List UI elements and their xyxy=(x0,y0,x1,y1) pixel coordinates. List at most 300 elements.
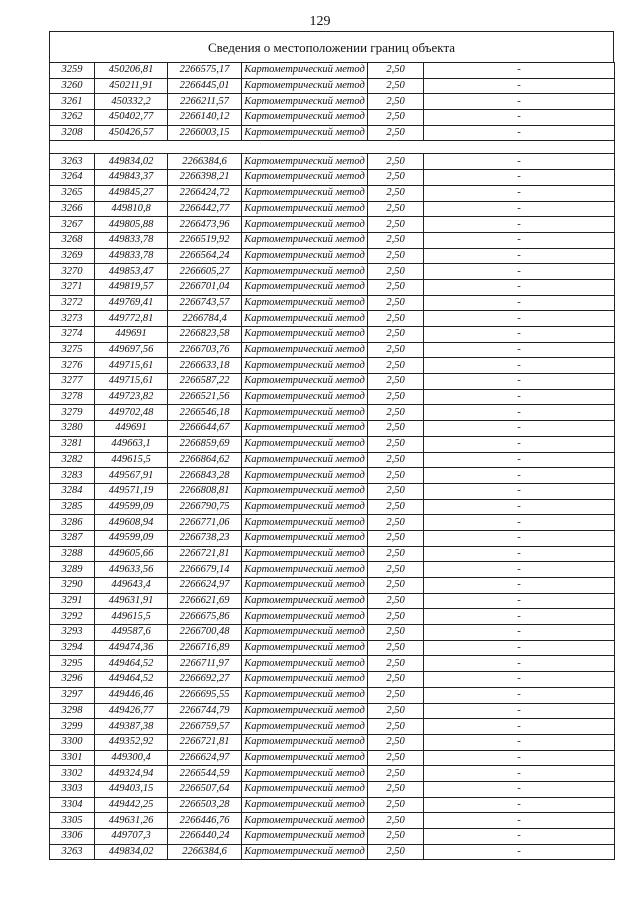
method-cell: Картометрический метод xyxy=(242,94,368,110)
table-row xyxy=(50,94,615,110)
description-cell: - xyxy=(424,358,615,374)
x-coordinate-cell: 449324,94 xyxy=(95,766,168,782)
point-number-cell: 3279 xyxy=(50,405,95,421)
y-coordinate-cell: 2266859,69 xyxy=(168,436,242,452)
description-cell: - xyxy=(424,672,615,688)
method-cell: Картометрический метод xyxy=(242,829,368,845)
description-cell: - xyxy=(424,185,615,201)
description-cell: - xyxy=(424,421,615,437)
y-coordinate-cell: 2266716,89 xyxy=(168,640,242,656)
point-number-cell: 3278 xyxy=(50,389,95,405)
y-coordinate-cell: 2266771,06 xyxy=(168,515,242,531)
x-coordinate-cell: 449715,61 xyxy=(95,374,168,390)
y-coordinate-cell: 2266700,48 xyxy=(168,625,242,641)
method-cell: Картометрический метод xyxy=(242,452,368,468)
x-coordinate-cell: 449769,41 xyxy=(95,295,168,311)
boundary-table-sheet xyxy=(49,31,614,860)
accuracy-cell: 2,50 xyxy=(368,232,424,248)
x-coordinate-cell: 449715,61 xyxy=(95,358,168,374)
x-coordinate-cell: 449605,66 xyxy=(95,546,168,562)
page-number: 129 xyxy=(309,14,331,29)
method-cell: Картометрический метод xyxy=(242,63,368,79)
table-row xyxy=(50,452,615,468)
point-number-cell: 3260 xyxy=(50,78,95,94)
table-row xyxy=(50,201,615,217)
accuracy-cell: 2,50 xyxy=(368,110,424,126)
table-row xyxy=(50,232,615,248)
y-coordinate-cell: 2266721,81 xyxy=(168,734,242,750)
y-coordinate-cell: 2266440,24 xyxy=(168,829,242,845)
method-cell: Картометрический метод xyxy=(242,515,368,531)
method-cell: Картометрический метод xyxy=(242,562,368,578)
table-row xyxy=(50,264,615,280)
description-cell: - xyxy=(424,110,615,126)
x-coordinate-cell: 449615,5 xyxy=(95,452,168,468)
point-number-cell: 3292 xyxy=(50,609,95,625)
x-coordinate-cell: 449772,81 xyxy=(95,311,168,327)
table-row xyxy=(50,781,615,797)
y-coordinate-cell: 2266624,97 xyxy=(168,750,242,766)
accuracy-cell: 2,50 xyxy=(368,829,424,845)
accuracy-cell: 2,50 xyxy=(368,766,424,782)
table-row xyxy=(50,170,615,186)
method-cell: Картометрический метод xyxy=(242,436,368,452)
accuracy-cell: 2,50 xyxy=(368,63,424,79)
accuracy-cell: 2,50 xyxy=(368,656,424,672)
description-cell: - xyxy=(424,389,615,405)
description-cell: - xyxy=(424,546,615,562)
x-coordinate-cell: 449615,5 xyxy=(95,609,168,625)
method-cell: Картометрический метод xyxy=(242,734,368,750)
accuracy-cell: 2,50 xyxy=(368,499,424,515)
y-coordinate-cell: 2266644,67 xyxy=(168,421,242,437)
description-cell: - xyxy=(424,405,615,421)
description-cell: - xyxy=(424,530,615,546)
point-number-cell: 3306 xyxy=(50,829,95,845)
table-caption: Сведения о местоположении границ объекта xyxy=(49,31,614,62)
accuracy-cell: 2,50 xyxy=(368,530,424,546)
description-cell: - xyxy=(424,170,615,186)
y-coordinate-cell: 2266575,17 xyxy=(168,63,242,79)
table-row xyxy=(50,578,615,594)
accuracy-cell: 2,50 xyxy=(368,217,424,233)
table-row xyxy=(50,625,615,641)
description-cell: - xyxy=(424,499,615,515)
method-cell: Картометрический метод xyxy=(242,578,368,594)
table-row xyxy=(50,530,615,546)
accuracy-cell: 2,50 xyxy=(368,374,424,390)
table-row xyxy=(50,342,615,358)
method-cell: Картометрический метод xyxy=(242,264,368,280)
point-number-cell: 3263 xyxy=(50,154,95,170)
description-cell: - xyxy=(424,154,615,170)
table-row xyxy=(50,217,615,233)
point-number-cell: 3281 xyxy=(50,436,95,452)
accuracy-cell: 2,50 xyxy=(368,342,424,358)
accuracy-cell: 2,50 xyxy=(368,185,424,201)
x-coordinate-cell: 449587,6 xyxy=(95,625,168,641)
table-row xyxy=(50,468,615,484)
method-cell: Картометрический метод xyxy=(242,342,368,358)
method-cell: Картометрический метод xyxy=(242,78,368,94)
y-coordinate-cell: 2266544,59 xyxy=(168,766,242,782)
point-number-cell: 3298 xyxy=(50,703,95,719)
method-cell: Картометрический метод xyxy=(242,687,368,703)
y-coordinate-cell: 2266398,21 xyxy=(168,170,242,186)
point-number-cell: 3282 xyxy=(50,452,95,468)
table-row xyxy=(50,609,615,625)
table-row xyxy=(50,421,615,437)
point-number-cell: 3267 xyxy=(50,217,95,233)
method-cell: Картометрический метод xyxy=(242,656,368,672)
table-row xyxy=(50,110,615,126)
table-row xyxy=(50,829,615,845)
method-cell: Картометрический метод xyxy=(242,483,368,499)
accuracy-cell: 2,50 xyxy=(368,750,424,766)
y-coordinate-cell: 2266564,24 xyxy=(168,248,242,264)
y-coordinate-cell: 2266605,27 xyxy=(168,264,242,280)
method-cell: Картометрический метод xyxy=(242,217,368,233)
y-coordinate-cell: 2266587,22 xyxy=(168,374,242,390)
y-coordinate-cell: 2266424,72 xyxy=(168,185,242,201)
separator-row xyxy=(50,141,615,154)
x-coordinate-cell: 449474,36 xyxy=(95,640,168,656)
table-row xyxy=(50,389,615,405)
description-cell: - xyxy=(424,468,615,484)
description-cell: - xyxy=(424,327,615,343)
table-row xyxy=(50,185,615,201)
point-number-cell: 3264 xyxy=(50,170,95,186)
point-number-cell: 3277 xyxy=(50,374,95,390)
point-number-cell: 3261 xyxy=(50,94,95,110)
x-coordinate-cell: 450332,2 xyxy=(95,94,168,110)
table-row xyxy=(50,546,615,562)
method-cell: Картометрический метод xyxy=(242,327,368,343)
method-cell: Картометрический метод xyxy=(242,766,368,782)
point-number-cell: 3274 xyxy=(50,327,95,343)
method-cell: Картометрический метод xyxy=(242,797,368,813)
accuracy-cell: 2,50 xyxy=(368,421,424,437)
accuracy-cell: 2,50 xyxy=(368,625,424,641)
y-coordinate-cell: 2266701,04 xyxy=(168,279,242,295)
table-row xyxy=(50,656,615,672)
x-coordinate-cell: 449464,52 xyxy=(95,672,168,688)
table-row xyxy=(50,813,615,829)
method-cell: Картометрический метод xyxy=(242,170,368,186)
description-cell: - xyxy=(424,766,615,782)
y-coordinate-cell: 2266446,76 xyxy=(168,813,242,829)
description-cell: - xyxy=(424,515,615,531)
x-coordinate-cell: 449631,26 xyxy=(95,813,168,829)
method-cell: Картометрический метод xyxy=(242,405,368,421)
table-row xyxy=(50,248,615,264)
method-cell: Картометрический метод xyxy=(242,593,368,609)
point-number-cell: 3297 xyxy=(50,687,95,703)
method-cell: Картометрический метод xyxy=(242,110,368,126)
x-coordinate-cell: 449571,19 xyxy=(95,483,168,499)
point-number-cell: 3286 xyxy=(50,515,95,531)
point-number-cell: 3263 xyxy=(50,844,95,860)
description-cell: - xyxy=(424,750,615,766)
y-coordinate-cell: 2266621,69 xyxy=(168,593,242,609)
point-number-cell: 3268 xyxy=(50,232,95,248)
point-number-cell: 3295 xyxy=(50,656,95,672)
y-coordinate-cell: 2266695,55 xyxy=(168,687,242,703)
x-coordinate-cell: 449819,57 xyxy=(95,279,168,295)
accuracy-cell: 2,50 xyxy=(368,327,424,343)
x-coordinate-cell: 449834,02 xyxy=(95,844,168,860)
description-cell: - xyxy=(424,232,615,248)
method-cell: Картометрический метод xyxy=(242,499,368,515)
method-cell: Картометрический метод xyxy=(242,609,368,625)
x-coordinate-cell: 449697,56 xyxy=(95,342,168,358)
table-row xyxy=(50,750,615,766)
point-number-cell: 3294 xyxy=(50,640,95,656)
method-cell: Картометрический метод xyxy=(242,530,368,546)
y-coordinate-cell: 2266445,01 xyxy=(168,78,242,94)
description-cell: - xyxy=(424,63,615,79)
description-cell: - xyxy=(424,781,615,797)
y-coordinate-cell: 2266521,56 xyxy=(168,389,242,405)
y-coordinate-cell: 2266843,28 xyxy=(168,468,242,484)
y-coordinate-cell: 2266675,86 xyxy=(168,609,242,625)
y-coordinate-cell: 2266507,64 xyxy=(168,781,242,797)
accuracy-cell: 2,50 xyxy=(368,609,424,625)
x-coordinate-cell: 450426,57 xyxy=(95,125,168,141)
table-row xyxy=(50,672,615,688)
description-cell: - xyxy=(424,452,615,468)
accuracy-cell: 2,50 xyxy=(368,78,424,94)
accuracy-cell: 2,50 xyxy=(368,813,424,829)
point-number-cell: 3284 xyxy=(50,483,95,499)
accuracy-cell: 2,50 xyxy=(368,562,424,578)
accuracy-cell: 2,50 xyxy=(368,170,424,186)
accuracy-cell: 2,50 xyxy=(368,578,424,594)
point-number-cell: 3271 xyxy=(50,279,95,295)
x-coordinate-cell: 449853,47 xyxy=(95,264,168,280)
accuracy-cell: 2,50 xyxy=(368,781,424,797)
method-cell: Картометрический метод xyxy=(242,185,368,201)
point-number-cell: 3272 xyxy=(50,295,95,311)
x-coordinate-cell: 449707,3 xyxy=(95,829,168,845)
description-cell: - xyxy=(424,436,615,452)
accuracy-cell: 2,50 xyxy=(368,844,424,860)
table-row xyxy=(50,358,615,374)
accuracy-cell: 2,50 xyxy=(368,94,424,110)
y-coordinate-cell: 2266790,75 xyxy=(168,499,242,515)
point-number-cell: 3299 xyxy=(50,719,95,735)
point-number-cell: 3262 xyxy=(50,110,95,126)
method-cell: Картометрический метод xyxy=(242,311,368,327)
description-cell: - xyxy=(424,125,615,141)
description-cell: - xyxy=(424,201,615,217)
point-number-cell: 3276 xyxy=(50,358,95,374)
description-cell: - xyxy=(424,483,615,499)
method-cell: Картометрический метод xyxy=(242,389,368,405)
y-coordinate-cell: 2266721,81 xyxy=(168,546,242,562)
x-coordinate-cell: 449300,4 xyxy=(95,750,168,766)
accuracy-cell: 2,50 xyxy=(368,640,424,656)
table-row xyxy=(50,515,615,531)
description-cell: - xyxy=(424,829,615,845)
y-coordinate-cell: 2266784,4 xyxy=(168,311,242,327)
table-row xyxy=(50,766,615,782)
description-cell: - xyxy=(424,640,615,656)
table-row xyxy=(50,703,615,719)
point-number-cell: 3305 xyxy=(50,813,95,829)
table-row xyxy=(50,844,615,860)
coordinates-table xyxy=(49,62,615,860)
x-coordinate-cell: 450211,91 xyxy=(95,78,168,94)
table-row xyxy=(50,719,615,735)
table-row xyxy=(50,125,615,141)
description-cell: - xyxy=(424,734,615,750)
method-cell: Картометрический метод xyxy=(242,248,368,264)
description-cell: - xyxy=(424,264,615,280)
x-coordinate-cell: 449633,56 xyxy=(95,562,168,578)
point-number-cell: 3304 xyxy=(50,797,95,813)
y-coordinate-cell: 2266546,18 xyxy=(168,405,242,421)
y-coordinate-cell: 2266711,97 xyxy=(168,656,242,672)
x-coordinate-cell: 449833,78 xyxy=(95,248,168,264)
description-cell: - xyxy=(424,342,615,358)
accuracy-cell: 2,50 xyxy=(368,201,424,217)
description-cell: - xyxy=(424,593,615,609)
x-coordinate-cell: 449387,38 xyxy=(95,719,168,735)
method-cell: Картометрический метод xyxy=(242,279,368,295)
point-number-cell: 3291 xyxy=(50,593,95,609)
y-coordinate-cell: 2266823,58 xyxy=(168,327,242,343)
y-coordinate-cell: 2266384,6 xyxy=(168,154,242,170)
x-coordinate-cell: 449691 xyxy=(95,327,168,343)
point-number-cell: 3287 xyxy=(50,530,95,546)
method-cell: Картометрический метод xyxy=(242,813,368,829)
y-coordinate-cell: 2266703,76 xyxy=(168,342,242,358)
description-cell: - xyxy=(424,295,615,311)
accuracy-cell: 2,50 xyxy=(368,687,424,703)
accuracy-cell: 2,50 xyxy=(368,719,424,735)
method-cell: Картометрический метод xyxy=(242,625,368,641)
x-coordinate-cell: 450206,81 xyxy=(95,63,168,79)
point-number-cell: 3290 xyxy=(50,578,95,594)
description-cell: - xyxy=(424,703,615,719)
description-cell: - xyxy=(424,562,615,578)
accuracy-cell: 2,50 xyxy=(368,468,424,484)
x-coordinate-cell: 449834,02 xyxy=(95,154,168,170)
x-coordinate-cell: 449608,94 xyxy=(95,515,168,531)
method-cell: Картометрический метод xyxy=(242,468,368,484)
table-row xyxy=(50,405,615,421)
table-row xyxy=(50,593,615,609)
accuracy-cell: 2,50 xyxy=(368,248,424,264)
accuracy-cell: 2,50 xyxy=(368,279,424,295)
point-number-cell: 3270 xyxy=(50,264,95,280)
table-row xyxy=(50,483,615,499)
method-cell: Картометрический метод xyxy=(242,750,368,766)
point-number-cell: 3280 xyxy=(50,421,95,437)
table-row xyxy=(50,63,615,79)
point-number-cell: 3289 xyxy=(50,562,95,578)
accuracy-cell: 2,50 xyxy=(368,546,424,562)
x-coordinate-cell: 449643,4 xyxy=(95,578,168,594)
y-coordinate-cell: 2266519,92 xyxy=(168,232,242,248)
method-cell: Картометрический метод xyxy=(242,125,368,141)
point-number-cell: 3259 xyxy=(50,63,95,79)
x-coordinate-cell: 450402,77 xyxy=(95,110,168,126)
accuracy-cell: 2,50 xyxy=(368,405,424,421)
x-coordinate-cell: 449843,37 xyxy=(95,170,168,186)
table-row xyxy=(50,499,615,515)
accuracy-cell: 2,50 xyxy=(368,515,424,531)
accuracy-cell: 2,50 xyxy=(368,703,424,719)
point-number-cell: 3283 xyxy=(50,468,95,484)
point-number-cell: 3288 xyxy=(50,546,95,562)
table-row xyxy=(50,640,615,656)
method-cell: Картометрический метод xyxy=(242,703,368,719)
method-cell: Картометрический метод xyxy=(242,844,368,860)
point-number-cell: 3273 xyxy=(50,311,95,327)
y-coordinate-cell: 2266624,97 xyxy=(168,578,242,594)
y-coordinate-cell: 2266759,57 xyxy=(168,719,242,735)
table-row xyxy=(50,797,615,813)
x-coordinate-cell: 449833,78 xyxy=(95,232,168,248)
point-number-cell: 3293 xyxy=(50,625,95,641)
accuracy-cell: 2,50 xyxy=(368,125,424,141)
description-cell: - xyxy=(424,797,615,813)
y-coordinate-cell: 2266692,27 xyxy=(168,672,242,688)
table-row xyxy=(50,78,615,94)
description-cell: - xyxy=(424,217,615,233)
point-number-cell: 3302 xyxy=(50,766,95,782)
description-cell: - xyxy=(424,578,615,594)
description-cell: - xyxy=(424,94,615,110)
y-coordinate-cell: 2266003,15 xyxy=(168,125,242,141)
method-cell: Картометрический метод xyxy=(242,781,368,797)
x-coordinate-cell: 449567,91 xyxy=(95,468,168,484)
x-coordinate-cell: 449599,09 xyxy=(95,499,168,515)
table-row xyxy=(50,279,615,295)
accuracy-cell: 2,50 xyxy=(368,154,424,170)
accuracy-cell: 2,50 xyxy=(368,358,424,374)
x-coordinate-cell: 449631,91 xyxy=(95,593,168,609)
method-cell: Картометрический метод xyxy=(242,358,368,374)
table-row xyxy=(50,311,615,327)
method-cell: Картометрический метод xyxy=(242,640,368,656)
x-coordinate-cell: 449599,09 xyxy=(95,530,168,546)
x-coordinate-cell: 449702,48 xyxy=(95,405,168,421)
x-coordinate-cell: 449723,82 xyxy=(95,389,168,405)
accuracy-cell: 2,50 xyxy=(368,452,424,468)
y-coordinate-cell: 2266864,62 xyxy=(168,452,242,468)
table-row xyxy=(50,327,615,343)
description-cell: - xyxy=(424,844,615,860)
accuracy-cell: 2,50 xyxy=(368,295,424,311)
y-coordinate-cell: 2266743,57 xyxy=(168,295,242,311)
description-cell: - xyxy=(424,719,615,735)
point-number-cell: 3265 xyxy=(50,185,95,201)
method-cell: Картометрический метод xyxy=(242,672,368,688)
accuracy-cell: 2,50 xyxy=(368,797,424,813)
y-coordinate-cell: 2266744,79 xyxy=(168,703,242,719)
point-number-cell: 3296 xyxy=(50,672,95,688)
description-cell: - xyxy=(424,656,615,672)
point-number-cell: 3300 xyxy=(50,734,95,750)
accuracy-cell: 2,50 xyxy=(368,436,424,452)
separator-cell xyxy=(50,141,615,154)
x-coordinate-cell: 449442,25 xyxy=(95,797,168,813)
method-cell: Картометрический метод xyxy=(242,719,368,735)
y-coordinate-cell: 2266738,23 xyxy=(168,530,242,546)
